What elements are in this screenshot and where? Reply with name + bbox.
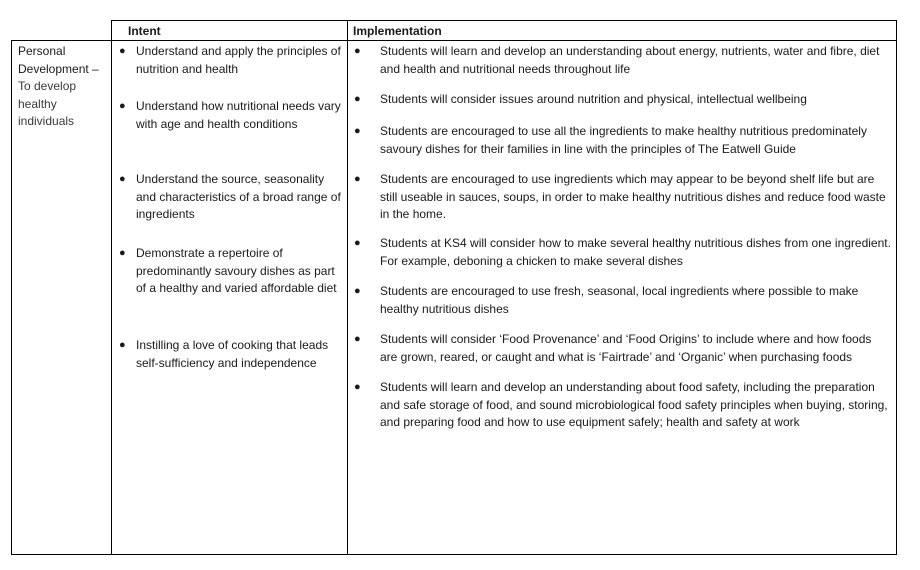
implementation-text: Students will consider issues around nutrition and physical, intellectual wellbeing xyxy=(380,92,807,106)
bullet-icon: ● xyxy=(354,173,361,185)
implementation-text: Students at KS4 will consider how to make several healthy nutritious dishes from one ingredient. For example, deboning a chicken to make several dishes xyxy=(380,236,891,268)
implementation-item xyxy=(354,283,892,318)
bullet-icon: ● xyxy=(354,333,361,345)
bullet-icon: ● xyxy=(354,125,361,137)
implementation-text: Students will learn and develop an understanding about energy, nutrients, water and fibre, diet and health and nutritional needs throughout life xyxy=(380,44,880,76)
implementation-text: Students will consider ‘Food Provenance’ and ‘Food Origins’ to include where and how foods are grown, reared, or caught and what is ‘Fairtrade’ and ‘Organic’ when purchasing foods xyxy=(380,332,872,364)
bullet-icon: ● xyxy=(354,381,361,393)
implementation-text: Students are encouraged to use all the ingredients to make healthy nutritious predominately savoury dishes for their families in line with the principles of The Eatwell Guide xyxy=(380,124,867,156)
intent-text: Understand how nutritional needs vary with age and health conditions xyxy=(136,99,341,131)
table-border-left xyxy=(11,40,12,555)
implementation-text: Students are encouraged to use ingredients which may appear to be beyond shelf life but are still useable in sauces, soups, in order to make healthy nutritious dishes and reduce food waste in the home. xyxy=(380,172,886,221)
intent-text: Demonstrate a repertoire of predominantly savoury dishes as part of a healthy and varied affordable diet xyxy=(136,246,337,295)
bullet-icon: ● xyxy=(354,45,361,57)
bullet-icon: ● xyxy=(119,100,126,112)
intent-item xyxy=(119,245,345,298)
implementation-item xyxy=(354,379,892,432)
bullet-icon: ● xyxy=(354,285,361,297)
intent-text: Understand and apply the principles of nutrition and health xyxy=(136,44,341,76)
bullet-icon: ● xyxy=(119,173,126,185)
implementation-item xyxy=(354,43,892,78)
implementation-text: Students will learn and develop an understanding about food safety, including the preparation and safe storage of food, and sound microbiological food safety principles when buying, storing, and preparing food and how to use equipment safely; health and safety at work xyxy=(380,380,888,429)
implementation-item xyxy=(354,91,892,109)
implementation-item xyxy=(354,235,892,270)
header-intent: Intent xyxy=(128,24,161,38)
intent-item xyxy=(119,43,345,78)
table-border-bottom xyxy=(11,554,897,555)
table-border-top xyxy=(111,20,897,21)
bullet-icon: ● xyxy=(119,45,126,57)
intent-item xyxy=(119,98,345,133)
table-header-divider xyxy=(11,40,897,41)
bullet-icon: ● xyxy=(354,93,361,105)
row-label-cell xyxy=(18,43,108,131)
bullet-icon: ● xyxy=(354,237,361,249)
bullet-icon: ● xyxy=(119,339,126,351)
header-implementation: Implementation xyxy=(353,24,442,38)
implementation-text: Students are encouraged to use fresh, seasonal, local ingredients where possible to make healthy nutritious dishes xyxy=(380,284,859,316)
implementation-item xyxy=(354,331,892,366)
table-col-divider-2 xyxy=(347,20,348,555)
table-border-right xyxy=(896,20,897,555)
bullet-icon: ● xyxy=(119,247,126,259)
table-col-divider-1 xyxy=(111,20,112,555)
intent-item xyxy=(119,337,345,372)
intent-item xyxy=(119,171,345,224)
implementation-item xyxy=(354,123,892,158)
intent-text: Understand the source, seasonality and characteristics of a broad range of ingredients xyxy=(136,172,341,221)
intent-text: Instilling a love of cooking that leads self-sufficiency and independence xyxy=(136,338,329,370)
row-label-subtitle: To develop healthy individuals xyxy=(18,79,77,128)
row-label-title: Personal Development – xyxy=(18,44,99,76)
implementation-item xyxy=(354,171,892,224)
